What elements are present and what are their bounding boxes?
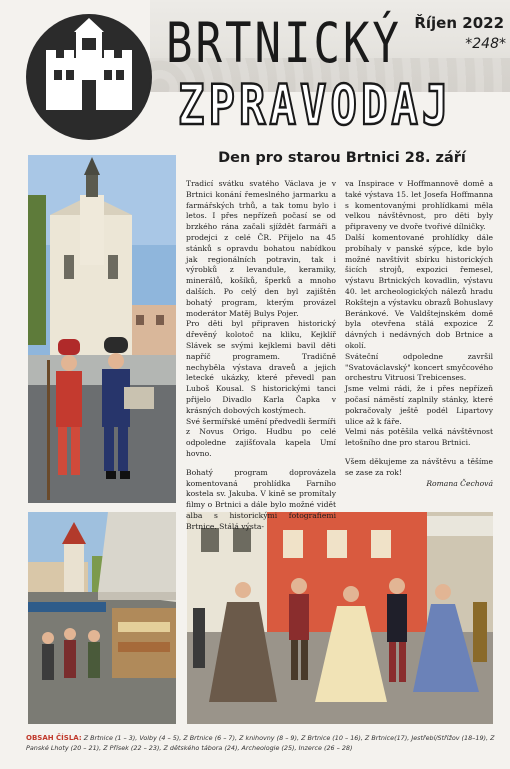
issue-number: *248* xyxy=(465,36,506,52)
contents-item: Z Brtnice (10 – 16), xyxy=(301,734,363,742)
article-headline: Den pro starou Brtnici 28. září xyxy=(218,150,466,166)
photo-historical-dancers xyxy=(187,512,493,724)
photo-market-stalls xyxy=(28,512,176,724)
contents-footer xyxy=(26,733,496,753)
photo-church-performers xyxy=(28,155,176,503)
article-column-2 xyxy=(345,179,493,489)
contents-item: Volby (4 – 5), xyxy=(139,734,182,742)
contents-item: Archeologie (25), xyxy=(241,744,297,752)
contents-item: Inzerce (26 – 28) xyxy=(298,744,353,752)
contents-item: Z Přísek (22 – 23), xyxy=(103,744,162,752)
article-paragraph: Sváteční odpoledne završil "Svatováclavský" koncert smyčcového orchestru Vitruosi Trebicenses. xyxy=(345,351,493,383)
contents-item: Jestřebí/Střížov (18–19), xyxy=(411,734,489,742)
article-paragraph: Tradicí svátku svatého Václava je v Brtnici konání řemeslného jarmarku a farmářských trhů, a tak tomu bylo i letos. I přes nepřízeň počasí se od brzkého rána začali sjíždět farmáři a prodejci z celé ČR. Přijelo na 45 stánků s opravdu bohatou nabídkou jak regionálních potravin, tak i výrobků z levandule, keramiky, minerálů, košíků, šperků a mnoho dalších. Po celý den byl zajištěn bohatý program, kterým provázel moderátor Matěj Bulys Pojer. xyxy=(186,179,336,318)
contents-item: Z Brtnice (1 – 3), xyxy=(83,734,138,742)
contents-label: OBSAH ČÍSLA: xyxy=(26,734,82,742)
masthead xyxy=(0,0,510,150)
masthead-title-line2: ZPRAVODAJ xyxy=(178,74,453,138)
contents-item: Z knihovny (8 – 9), xyxy=(239,734,300,742)
article-paragraph: Všem děkujeme za návštěvu a těšíme se zase za rok! xyxy=(345,456,493,477)
issue-date: Říjen 2022 xyxy=(414,14,504,32)
article-paragraph: Další komentované prohlídky dále probíhaly v panské sýpce, kde bylo možné navštívit sbírku historických šicích strojů, expozici řemesel, výstavu Brtnických kovadlin, výstavu 40. let archeologických nálezů hradu Rokštejn a výstavku obrazů Bohuslavy Beránkové. Ve Valdštejnském domě byla otevřena stálá expozice Z dávných i nedávných dob Brtnice a okolí. xyxy=(345,232,493,350)
contents-item: Z Brtnice(17), xyxy=(364,734,410,742)
contents-item: Z Panské Lhoty (20 – 21), xyxy=(26,734,495,752)
article-paragraph: Pro děti byl připraven historický dřevěný kolotoč na kliku, Kejklíř Slávek se svými kejklemi bavil děti napříč programem. Tradičně nechyběla výstava draveů a jejich letecké ukázky, které převedl pan Luboš Kousal. S historickými tanci přijelo Divadlo Karla Čapka v krásných dobových kostýmech. xyxy=(186,319,336,415)
masthead-title-line1: BRTNICKÝ xyxy=(166,12,402,76)
article-author: Romana Čechová xyxy=(426,478,493,488)
article-paragraph: Své šermířské umění předvedli šermíři z Novus Origo. Hudbu po celé odpoledne zajišťovala kapela Umí hovno. xyxy=(186,416,336,458)
article-paragraph: Bohatý program doprovázela komentovaná prohlídka Farního kostela sv. Jakuba. V kině se promítaly filmy o Brtnici a dále bylo možné vidět alba s historickými fotografiemi Brtnice. Stálá výsta- xyxy=(186,467,336,531)
article-paragraph: Velmi nás potěšila velká návštěvnost letošního dne pro starou Brtnici. xyxy=(345,427,493,448)
article-paragraph: va Inspirace v Hoffmannově domě a také výstava 15. let Josefa Hoffmanna s komentovanými prohlídkami měla velkou návštěvnost, pro děti byly připraveny ve dvoře tvořivé dílničky. xyxy=(345,179,493,232)
article-column-1 xyxy=(186,179,336,533)
article-paragraph: Jsme velmi rádi, že i přes nepřízeň počasí náměstí zaplnily stánky, které pokračovaly ještě podél Lipartovy ulice až k fáře. xyxy=(345,384,493,426)
castle-logo-icon xyxy=(26,14,152,140)
contents-item: Z Brtnice (6 – 7), xyxy=(183,734,238,742)
contents-item: Z dětského tábora (24), xyxy=(163,744,240,752)
